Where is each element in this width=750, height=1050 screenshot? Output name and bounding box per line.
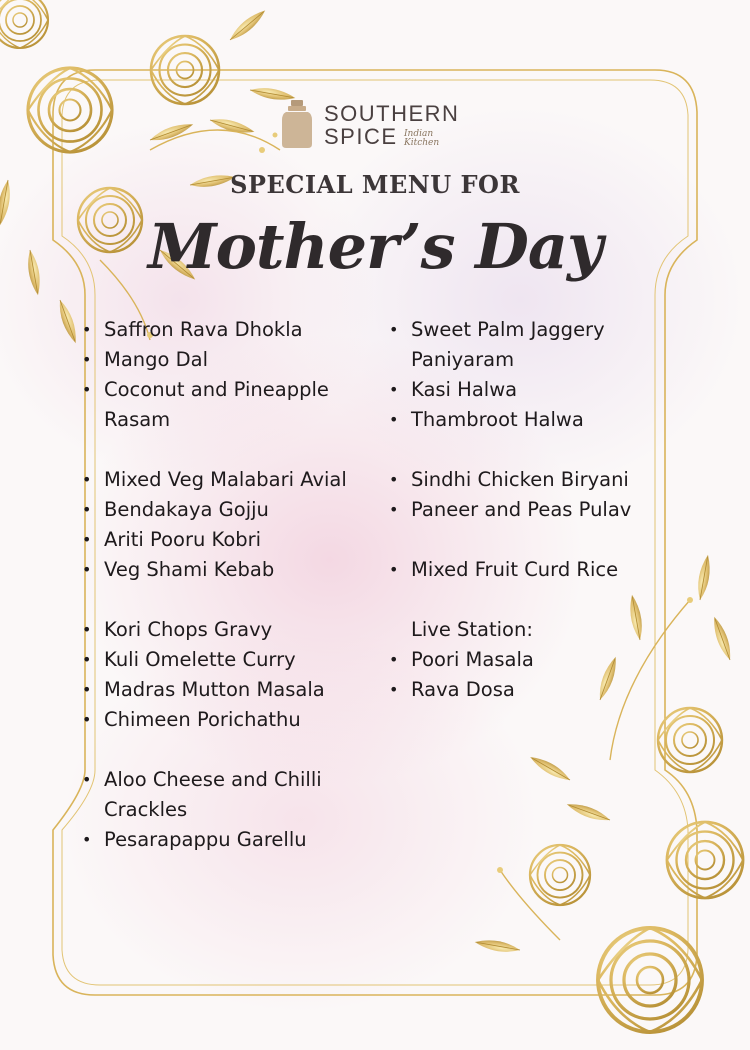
- menu-item: • Sweet Palm Jaggery: [387, 315, 657, 345]
- menu-item: • Ariti Pooru Kobri: [80, 525, 380, 555]
- brand-subtitle: [404, 130, 444, 148]
- menu-item: • Chimeen Porichathu: [80, 705, 380, 735]
- menu-item: • Veg Shami Kebab: [80, 555, 380, 585]
- menu-spacer: [387, 585, 657, 615]
- menu-spacer: [387, 435, 657, 465]
- menu-spacer: [387, 525, 657, 555]
- menu-item: • Aloo Cheese and Chilli: [80, 765, 380, 795]
- brand-line-2: SPICE: [324, 124, 398, 149]
- menu-spacer: [80, 585, 380, 615]
- menu-item: • Mixed Fruit Curd Rice: [387, 555, 657, 585]
- menu-item: Crackles: [104, 798, 188, 821]
- menu-column-left: [80, 315, 380, 855]
- menu-item: • Rava Dosa: [387, 675, 657, 705]
- heading-mothers-day: Mother’s Day: [147, 210, 603, 283]
- menu-item: • Kasi Halwa: [387, 375, 657, 405]
- menu-item: • Mixed Veg Malabari Avial: [80, 465, 380, 495]
- menu-item: • Madras Mutton Masala: [80, 675, 380, 705]
- menu-item: • Sindhi Chicken Biryani: [387, 465, 657, 495]
- menu-spacer: [80, 735, 380, 765]
- menu-spacer: [80, 435, 380, 465]
- menu-item: • Mango Dal: [80, 345, 380, 375]
- menu-item: • Bendakaya Gojju: [80, 495, 380, 525]
- menu-item: Paniyaram: [411, 348, 515, 371]
- brand-sub-1: Indian: [404, 129, 434, 139]
- menu-item: Live Station:: [411, 618, 533, 641]
- menu-item: • Poori Masala: [387, 645, 657, 675]
- menu-column-right: [387, 315, 657, 705]
- menu-item: • Kori Chops Gravy: [80, 615, 380, 645]
- spice-jar-icon: [282, 100, 312, 148]
- heading-special-menu: SPECIAL MENU FOR: [230, 170, 520, 199]
- brand-line-1: SOUTHERN: [324, 101, 460, 126]
- brand-logo: [282, 98, 482, 154]
- menu-item: • Coconut and Pineapple: [80, 375, 380, 405]
- menu-item: • Paneer and Peas Pulav: [387, 495, 657, 525]
- menu-item: Rasam: [104, 408, 171, 431]
- menu-item: • Pesarapappu Garellu: [80, 825, 380, 855]
- menu-item: • Saffron Rava Dhokla: [80, 315, 380, 345]
- menu-item: • Kuli Omelette Curry: [80, 645, 380, 675]
- menu-item: • Thambroot Halwa: [387, 405, 657, 435]
- brand-sub-2: Kitchen: [404, 138, 440, 148]
